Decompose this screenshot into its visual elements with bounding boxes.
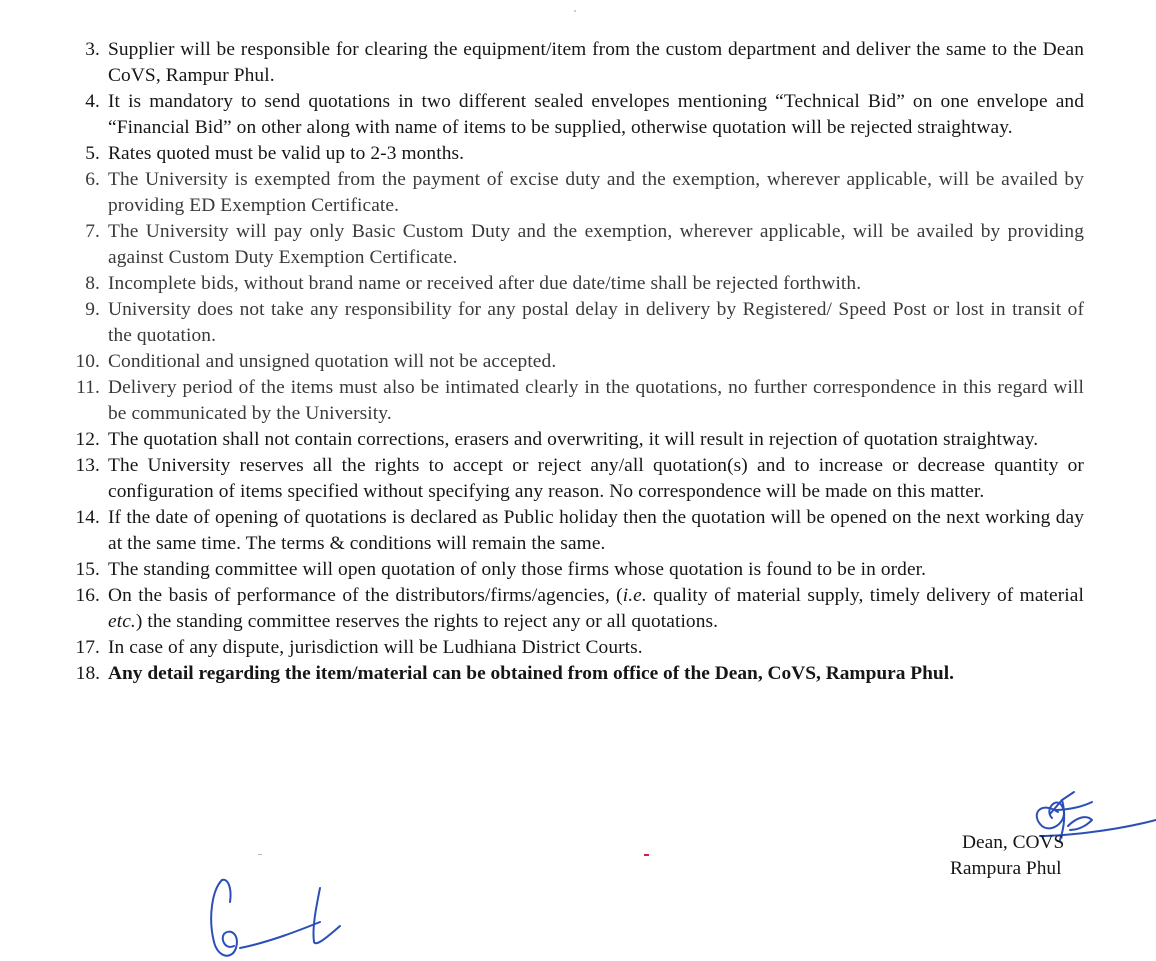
term-text: Delivery period of the items must also be intimated clearly in the quotations, no further correspondence in this regard will be communicated by the University. — [108, 377, 1084, 424]
term-text: It is mandatory to send quotations in two different sealed envelopes mentioning “Technical Bid” on one envelope and “Financial Bid” on other along with name of items to be supplied, otherwise quotation will be rejected straightway. — [108, 91, 1084, 138]
term-text: In case of any dispute, jurisdiction will be Ludhiana District Courts. — [108, 637, 643, 658]
term-text: The University will pay only Basic Custom Duty and the exemption, wherever applicable, will be availed by providing against Custom Duty Exemption Certificate. — [108, 221, 1084, 268]
term-text: University does not take any responsibility for any postal delay in delivery by Registered/ Speed Post or lost in transit of the quotation. — [108, 299, 1084, 346]
term-number: 10. — [75, 351, 100, 372]
term-text-part: ) the standing committee reserves the rights to reject any or all quotations. — [135, 611, 719, 632]
term-text-italic: i.e. — [622, 585, 647, 606]
term-number: 17. — [75, 637, 100, 658]
term-text: The University reserves all the rights to accept or reject any/all quotation(s) and to increase or decrease quantity or configuration of items specified without specifying any reason. No correspondence will be made on this matter. — [108, 455, 1084, 502]
term-text-part: On the basis of performance of the distributors/firms/agencies, ( — [108, 585, 623, 606]
term-item-18 — [0, 661, 1084, 687]
term-number: 6. — [85, 169, 100, 190]
term-number: 18. — [75, 663, 100, 684]
term-number: 14. — [75, 507, 100, 528]
term-number: 7. — [85, 221, 100, 242]
term-number: 4. — [85, 91, 100, 112]
term-text: The standing committee will open quotation of only those firms whose quotation is found to be in order. — [108, 559, 927, 580]
term-item-4 — [0, 89, 1084, 141]
signatory-block — [940, 830, 1100, 882]
term-text-part: quality of material supply, timely delivery of material — [646, 585, 1084, 606]
term-item-17 — [0, 635, 1084, 661]
term-item-11 — [0, 375, 1084, 427]
signatory-place: Rampura Phul — [950, 858, 1062, 879]
term-item-13 — [0, 453, 1084, 505]
term-item-10 — [0, 349, 1084, 375]
term-number: 15. — [75, 559, 100, 580]
term-item-7 — [0, 219, 1084, 271]
term-number: 13. — [75, 455, 100, 476]
term-item-9 — [0, 297, 1084, 349]
term-text: Any detail regarding the item/material can be obtained from office of the Dean, CoVS, Rampura Phul. — [108, 663, 954, 684]
term-item-14 — [0, 505, 1084, 557]
scan-speck — [644, 854, 649, 856]
term-text: Incomplete bids, without brand name or received after due date/time shall be rejected forthwith. — [108, 273, 862, 294]
scan-speck — [574, 10, 576, 12]
term-item-15 — [0, 557, 1084, 583]
term-number: 5. — [85, 143, 100, 164]
term-number: 12. — [75, 429, 100, 450]
term-item-3 — [0, 37, 1084, 89]
term-item-6 — [0, 167, 1084, 219]
term-text: Rates quoted must be valid up to 2-3 months. — [108, 143, 465, 164]
term-text: The quotation shall not contain corrections, erasers and overwriting, it will result in rejection of quotation straightway. — [108, 429, 1039, 450]
initials-signature — [200, 868, 360, 961]
term-text: If the date of opening of quotations is declared as Public holiday then the quotation will be opened on the next working day at the same time. The terms & conditions will remain the same. — [108, 507, 1084, 554]
term-text: Supplier will be responsible for clearing the equipment/item from the custom department and deliver the same to the Dean CoVS, Rampur Phul. — [108, 39, 1084, 86]
term-item-5 — [0, 141, 1084, 167]
term-item-8 — [0, 271, 1084, 297]
signatory-title: Dean, COVS — [962, 832, 1065, 853]
term-number: 16. — [75, 585, 100, 606]
terms-list — [0, 37, 1156, 687]
term-text: Conditional and unsigned quotation will not be accepted. — [108, 351, 557, 372]
term-number: 8. — [85, 273, 100, 294]
term-number: 3. — [85, 39, 100, 60]
scan-speck — [258, 854, 262, 855]
term-item-12 — [0, 427, 1084, 453]
term-item-16 — [0, 583, 1084, 635]
term-number: 11. — [76, 377, 100, 398]
term-text-italic: etc. — [108, 611, 136, 632]
term-number: 9. — [85, 299, 100, 320]
term-text: The University is exempted from the payment of excise duty and the exemption, wherever applicable, will be availed by providing ED Exemption Certificate. — [108, 169, 1084, 216]
